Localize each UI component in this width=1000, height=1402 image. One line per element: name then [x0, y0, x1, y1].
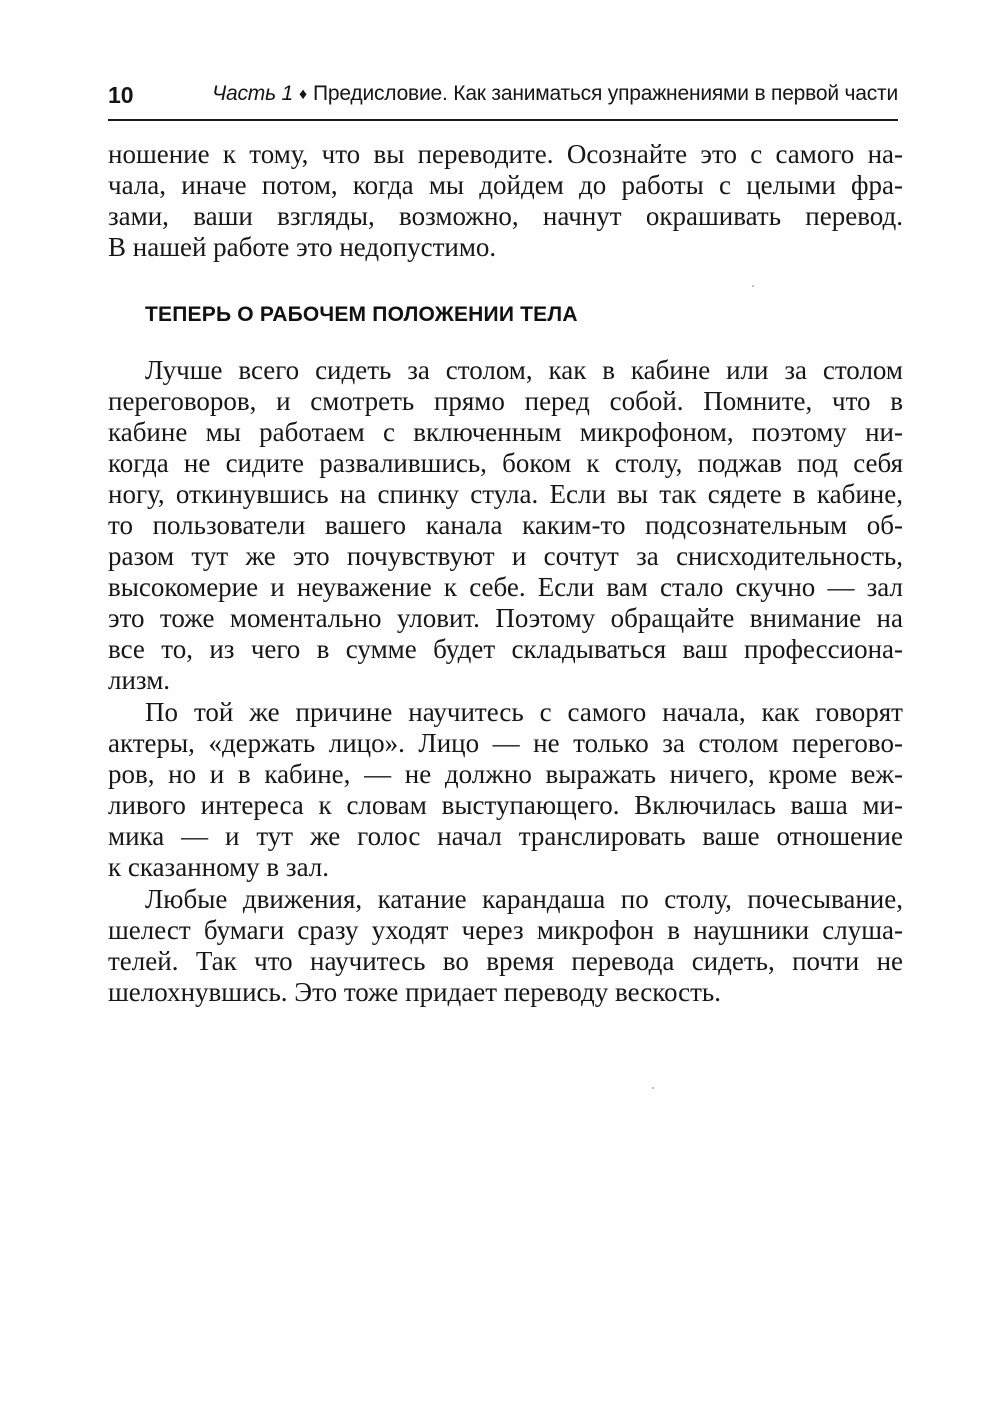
running-head	[108, 78, 898, 114]
text-line: переговоров, и смотреть прямо перед собой. Помните, что в	[108, 386, 903, 416]
text-line: зами, ваши взгляды, возможно, начнут окрашивать перевод.	[108, 201, 903, 231]
paragraph-3	[108, 884, 903, 1008]
text-line: ров, но и в кабине, — не должно выражать ничего, кроме веж-	[108, 759, 903, 789]
text-line: Лучше всего сидеть за столом, как в кабине или за столом	[145, 355, 903, 385]
text-line: шелест бумаги сразу уходят через микрофон в наушники слуша-	[108, 915, 903, 945]
paragraph-1	[108, 355, 903, 696]
text-line: к сказанному в зал.	[108, 852, 330, 882]
text-line: высокомерие и неуважение к себе. Если вам стало скучно — зал	[108, 572, 903, 602]
text-line: мика — и тут же голос начал транслировать ваше отношение	[108, 821, 903, 851]
text-line: ливого интереса к словам выступающего. Включилась ваша ми-	[108, 790, 903, 820]
text-line: актеры, «держать лицо». Лицо — не только за столом перегово-	[108, 728, 903, 758]
print-speck	[652, 1087, 654, 1089]
opening-paragraph	[108, 139, 903, 263]
text-line: разом тут же это почувствуют и сочтут за снисходительность,	[108, 541, 903, 571]
text-line: кабине мы работаем с включенным микрофоном, поэтому ни-	[108, 417, 903, 447]
section-title: ТЕПЕРЬ О РАБОЧЕМ ПОЛОЖЕНИИ ТЕЛА	[145, 303, 578, 326]
part-label: Часть 1	[212, 82, 294, 105]
text-line: По той же причине научитесь с самого начала, как говорят	[145, 697, 903, 727]
text-line: Любые движения, катание карандаша по столу, почесывание,	[145, 884, 903, 914]
text-line: чала, иначе потом, когда мы дойдем до работы с целыми фра-	[108, 170, 903, 200]
chapter-title: Предисловие. Как заниматься упражнениями в первой части	[313, 82, 898, 105]
text-line: ногу, откинувшись на спинку стула. Если вы так сядете в кабине,	[108, 479, 903, 509]
chapter-header	[212, 82, 898, 106]
text-line: все то, из чего в сумме будет складываться ваш профессиона-	[108, 634, 903, 664]
text-line: ношение к тому, что вы переводите. Осознайте это с самого на-	[108, 139, 903, 169]
print-speck	[752, 285, 754, 287]
text-line: телей. Так что научитесь во время перевода сидеть, почти не	[108, 946, 903, 976]
text-line: когда не сидите развалившись, боком к столу, поджав под себя	[108, 448, 903, 478]
diamond-separator-icon: ♦	[299, 86, 308, 103]
paragraph-2	[108, 697, 903, 883]
text-line: это тоже моментально уловит. Поэтому обращайте внимание на	[108, 603, 903, 633]
text-line: В нашей работе это недопустимо.	[108, 232, 497, 262]
text-line: лизм.	[108, 665, 171, 695]
header-rule	[108, 119, 898, 121]
text-line: шелохнувшись. Это тоже придает переводу вескость.	[108, 977, 721, 1007]
page-number: 10	[108, 82, 134, 108]
text-line: то пользователи вашего канала каким-то подсознательным об-	[108, 510, 903, 540]
